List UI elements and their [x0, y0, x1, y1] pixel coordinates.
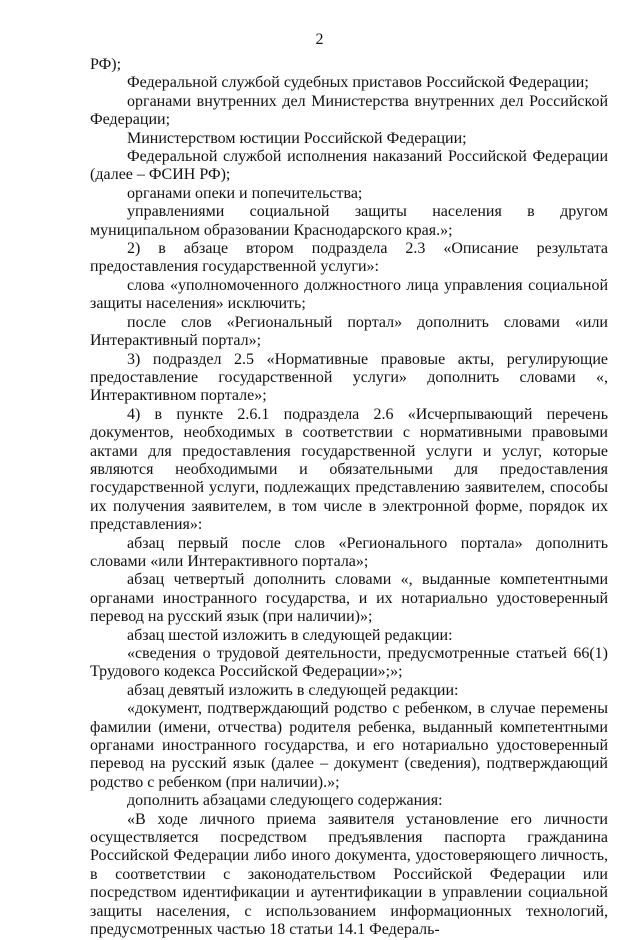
paragraph: абзац шестой изложить в следующей редакции:	[127, 626, 453, 644]
paragraph: «документ, подтверждающий родство с ребенком, в случае перемены фамилии (имени, отчества) родителя ребенка, выданный компетентными органами иностранного государства, и его нотариально удостоверенный перевод на русский язык (далее – документ (сведения), подтверждающий родство с ребенком (при наличии).»;	[90, 700, 608, 791]
paragraph: РФ);	[90, 56, 122, 73]
paragraph: «В ходе личного приема заявителя установление его личности осуществляется посредством предъявления паспорта гражданина Российской Федерации либо иного документа, удостоверяющего личность, в соответствии с законодательством Российской Федерации или посредством идентификации и аутентификации в управлении социальной защиты населения, с использованием информационных технологий, предусмотренных частью 18 статьи 14.1 Федераль-	[90, 810, 608, 939]
paragraph: органами внутренних дел Министерства внутренних дел Российской Федерации;	[90, 92, 608, 129]
paragraph: абзац первый после слов «Регионального портала» дополнить словами «или Интерактивного портала»;	[90, 534, 608, 570]
document-body	[90, 56, 608, 940]
paragraph: после слов «Региональный портал» дополнить словами «или Интерактивный портал»;	[90, 313, 608, 350]
paragraph: абзац четвертый дополнить словами «, выданные компетентными органами иностранного государства, и их нотариально удостоверенный перевод на русский язык (при наличии)»;	[90, 571, 608, 626]
paragraph: 3) подраздел 2.5 «Нормативные правовые акты, регулирующие предоставление государственной услуги» дополнить словами «, Интерактивном портале»;	[90, 350, 608, 405]
paragraph: Министерством юстиции Российской Федерации;	[127, 129, 467, 147]
paragraph: 4) в пункте 2.6.1 подраздела 2.6 «Исчерпывающий перечень документов, необходимых в соответствии с нормативными правовыми актами для предоставления государственной услуги и услуг, которые являются необходимыми и обязательными для предоставления государственной услуги, подлежащих представлению заявителем, способы их получения заявителем, в том числе в электронной форме, порядок их представления»:	[90, 405, 608, 534]
paragraph: органами опеки и попечительства;	[127, 184, 363, 202]
paragraph: «сведения о трудовой деятельности, предусмотренные статьей 66(1) Трудового кодекса Российской Федерации»;»;	[90, 645, 608, 681]
paragraph: управлениями социальной защиты населения в другом муниципальном образовании Краснодарского края.»;	[90, 203, 608, 239]
paragraph: 2) в абзаце втором подраздела 2.3 «Описание результата предоставления государственной услуги»:	[90, 240, 608, 276]
paragraph: Федеральной службой исполнения наказаний Российской Федерации (далее – ФСИН РФ);	[90, 148, 608, 184]
paragraph: слова «уполномоченного должностного лица управления социальной защиты населения» исключить;	[90, 276, 608, 313]
paragraph: дополнить абзацами следующего содержания:	[127, 792, 443, 810]
paragraph: Федеральной службой судебных приставов Российской Федерации;	[127, 74, 589, 92]
paragraph: абзац девятый изложить в следующей редакции:	[127, 681, 459, 699]
page-number: 2	[315, 31, 324, 48]
